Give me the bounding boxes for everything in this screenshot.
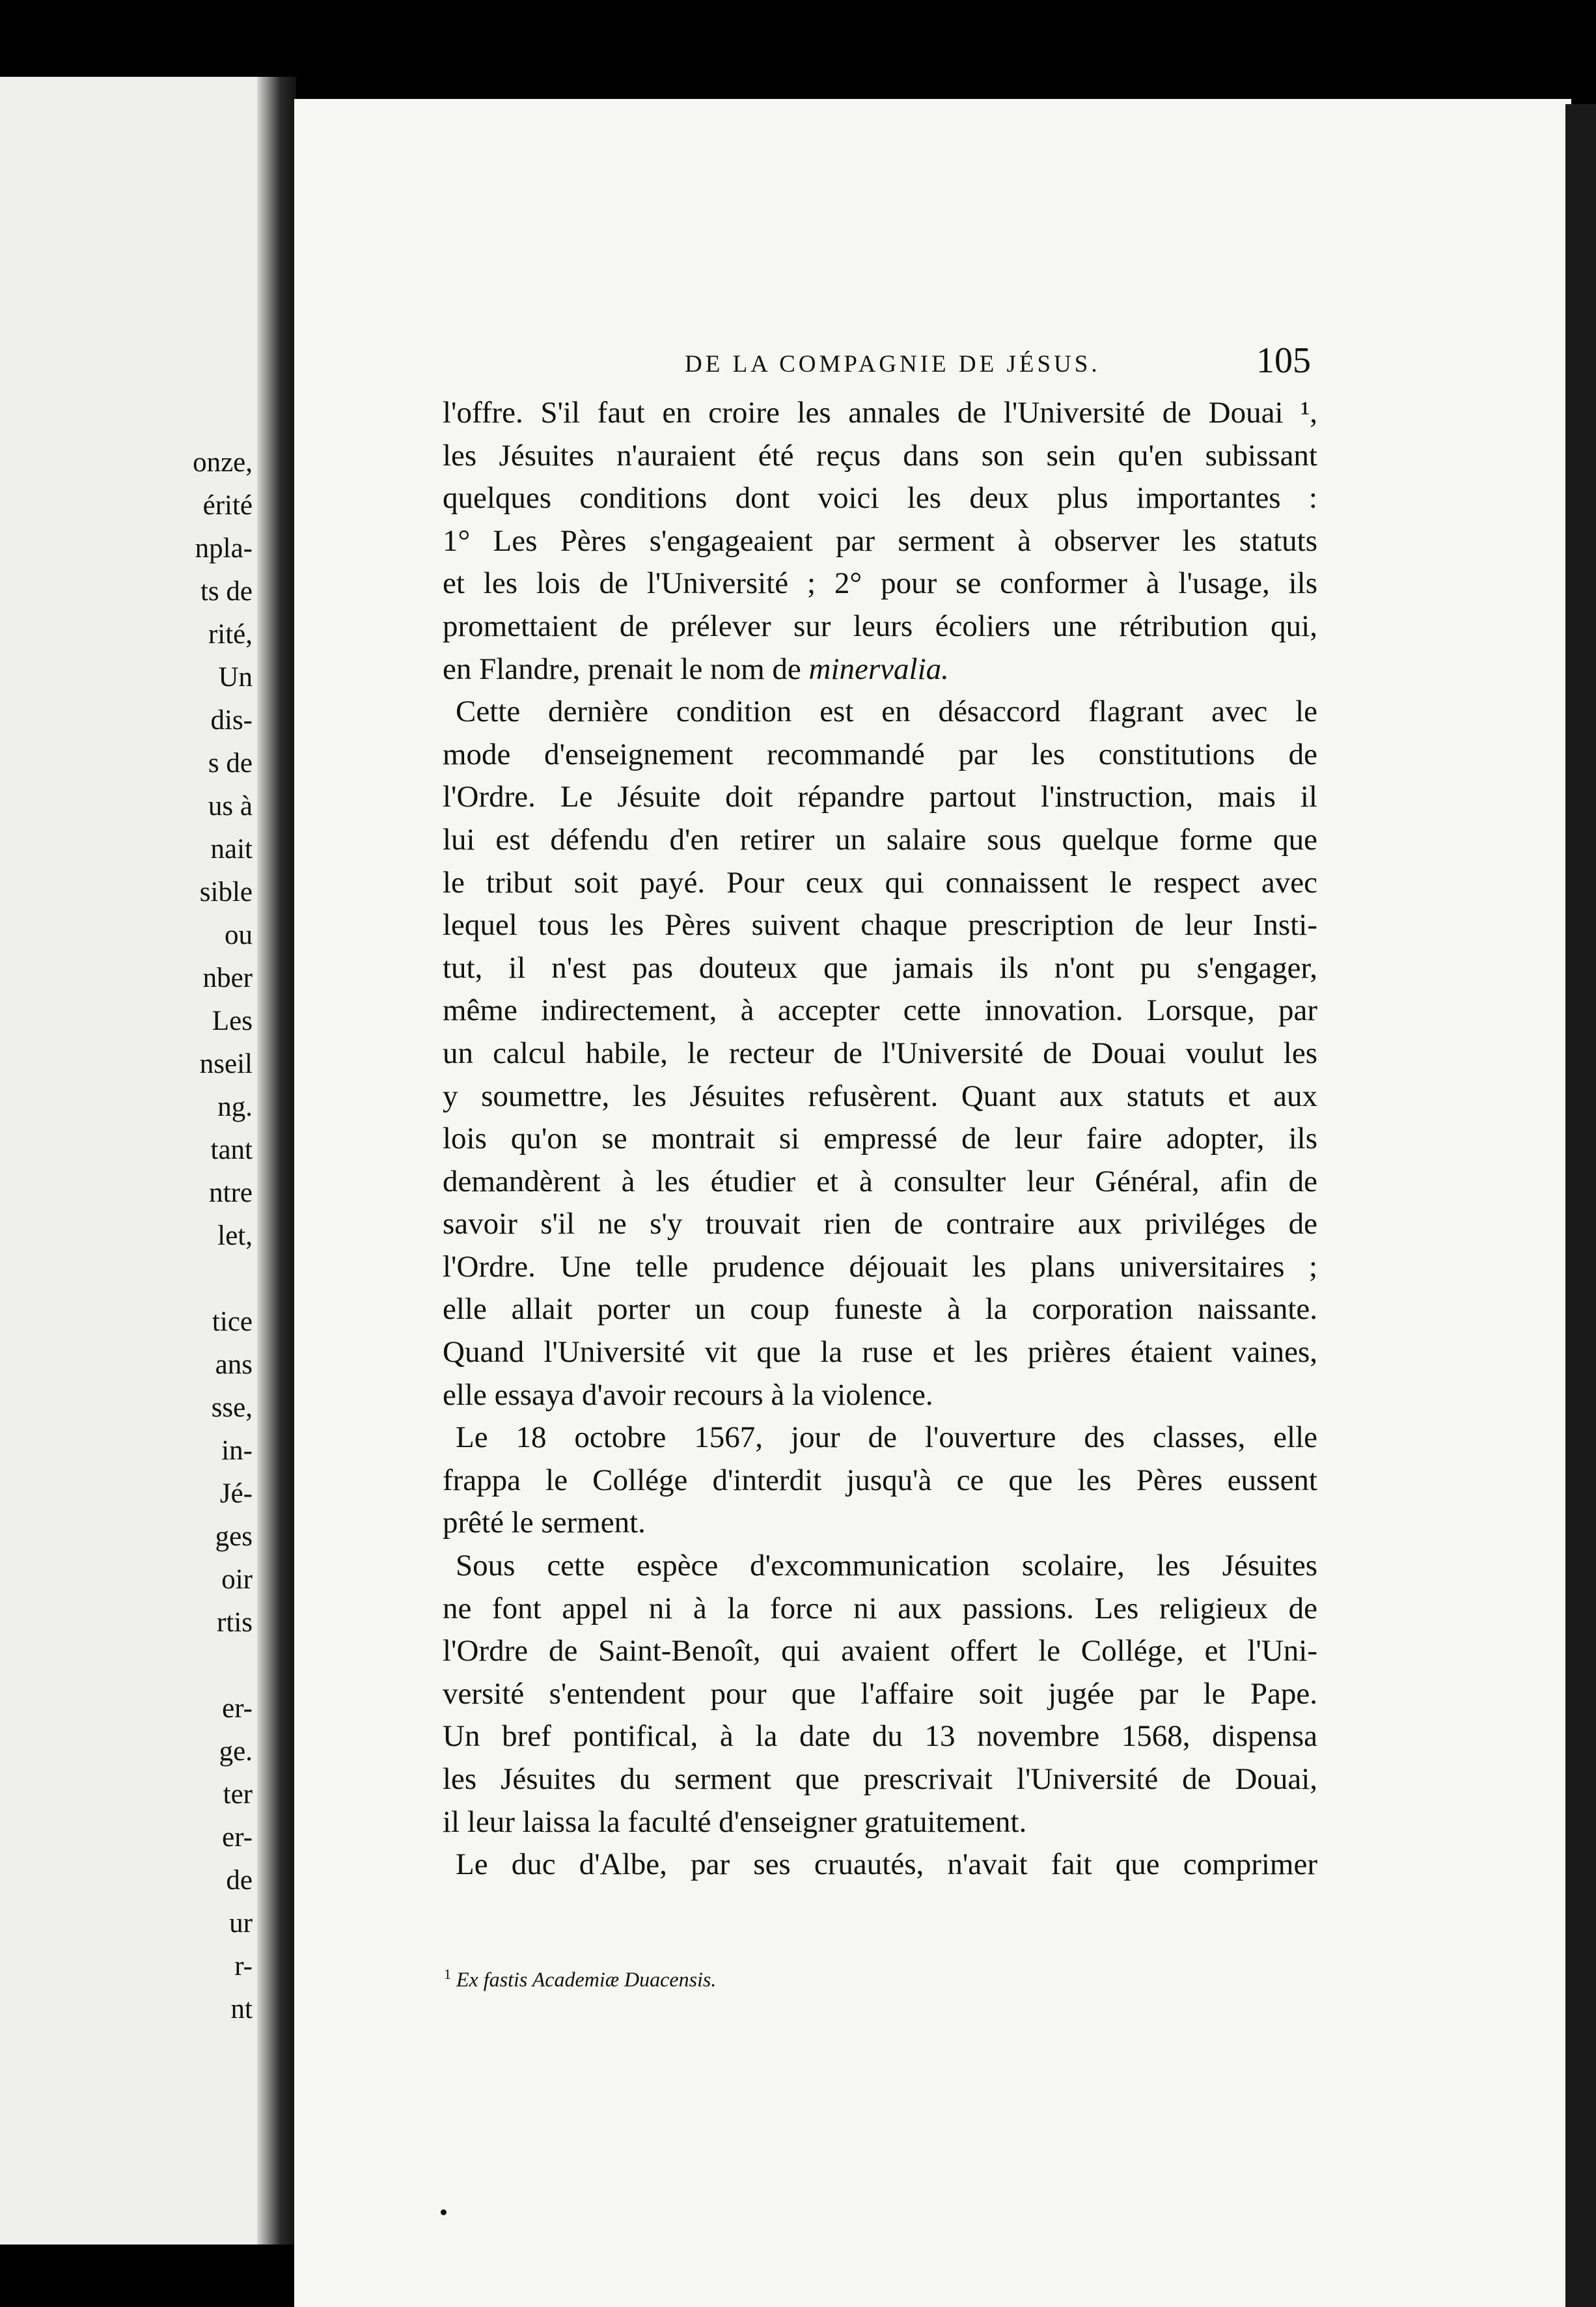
text-line: frappa le Collége d'interdit jusqu'à ce que les Pères eussent <box>443 1463 1317 1497</box>
left-line: nber <box>202 963 253 993</box>
left-line: érité <box>202 490 253 521</box>
left-line: rtis <box>217 1607 253 1638</box>
left-line: Les <box>212 1006 253 1036</box>
footnote-text: Ex fastis Academiæ Duacensis. <box>456 1967 717 1991</box>
left-line: ges <box>215 1521 253 1552</box>
left-line: oir <box>221 1564 253 1595</box>
text-fragment: en Flandre, prenait le nom de <box>443 652 801 686</box>
ink-speck <box>441 2209 447 2215</box>
text-line: elle essaya d'avoir recours à la violence. <box>443 1377 933 1412</box>
left-line: nait <box>210 834 253 864</box>
left-line: r- <box>234 1951 253 1982</box>
left-line <box>0 1644 267 1687</box>
body-text <box>443 392 1317 1886</box>
text-line: l'Ordre. Le Jésuite doit répandre partout l'instruction, mais il <box>443 780 1317 814</box>
footnote <box>444 1966 716 1992</box>
left-line: tant <box>210 1135 253 1165</box>
text-line: y soumettre, les Jésuites refusèrent. Quant aux statuts et aux <box>443 1079 1317 1113</box>
text-line: lois qu'on se montrait si empressé de leur faire adopter, ils <box>443 1122 1317 1156</box>
left-line: us à <box>208 791 253 822</box>
text-line: ne font appel ni à la force ni aux passions. Les religieux de <box>443 1591 1317 1625</box>
left-line: ntre <box>209 1178 253 1208</box>
text-line: le tribut soit payé. Pour ceux qui connaissent le respect avec <box>443 865 1317 900</box>
text-line: il leur laissa la faculté d'enseigner gratuitement. <box>443 1804 1027 1839</box>
left-line: sse, <box>211 1392 253 1423</box>
text-line: et les lois de l'Université ; 2° pour se conformer à l'usage, ils <box>443 566 1317 601</box>
text-line: les Jésuites du serment que prescrivait l'Université de Douai, <box>443 1762 1317 1796</box>
text-line: Cette dernière condition est en désaccord flagrant avec le <box>456 695 1317 729</box>
left-line: dis- <box>210 705 253 736</box>
text-line: les Jésuites n'auraient été reçus dans son sein qu'en subissant <box>443 438 1317 473</box>
left-line: rité, <box>208 619 253 650</box>
left-line: onze, <box>193 447 253 478</box>
text-line: Sous cette espèce d'excommunication scolaire, les Jésuites <box>456 1549 1317 1583</box>
left-page-fragment <box>0 77 267 2245</box>
left-line: ter <box>223 1779 253 1810</box>
text-line: Le 18 octobre 1567, jour de l'ouverture des classes, elle <box>456 1420 1317 1455</box>
text-line: tut, il n'est pas douteux que jamais ils n'ont pu s'engager, <box>443 950 1317 985</box>
text-line: mode d'enseignement recommandé par les constitutions de <box>443 737 1317 771</box>
text-line: Le duc d'Albe, par ses cruautés, n'avait fait que comprimer <box>456 1847 1317 1882</box>
left-line: nseil <box>199 1049 253 1079</box>
left-line: tice <box>212 1306 253 1337</box>
text-line: demandèrent à les étudier et à consulter leur Général, afin de <box>443 1164 1317 1198</box>
left-line: nt <box>230 1994 253 2024</box>
text-line: lequel tous les Pères suivent chaque prescription de leur Insti- <box>443 908 1317 943</box>
footnote-marker: 1 <box>444 1966 451 1982</box>
running-head: DE LA COMPAGNIE DE JÉSUS. <box>685 351 1101 378</box>
page-number: 105 <box>1256 340 1311 381</box>
left-line <box>0 1258 267 1301</box>
text-line: versité s'entendent pour que l'affaire soit jugée par le Pape. <box>443 1676 1317 1711</box>
left-line: ts de <box>200 576 253 607</box>
text-line: l'offre. S'il faut en croire les annales de l'Université de Douai ¹, <box>443 396 1317 430</box>
left-line: sible <box>199 877 253 907</box>
text-line: quelques conditions dont voici les deux plus importantes : <box>443 481 1317 516</box>
text-line: savoir s'il ne s'y trouvait rien de contraire aux priviléges de <box>443 1207 1317 1241</box>
left-line: let, <box>217 1221 253 1251</box>
text-line: elle allait porter un coup funeste à la corporation naissante. <box>443 1292 1317 1327</box>
italic-term: minervalia. <box>808 652 949 686</box>
text-line <box>443 648 1317 691</box>
left-line: s de <box>208 748 253 779</box>
left-line: er- <box>222 1822 253 1853</box>
text-line: lui est défendu d'en retirer un salaire sous quelque forme que <box>443 822 1317 857</box>
text-line: l'Ordre. Une telle prudence déjouait les plans universitaires ; <box>443 1249 1317 1284</box>
left-line: ng. <box>217 1092 253 1122</box>
text-line: Un bref pontifical, à la date du 13 novembre 1568, dispensa <box>443 1719 1317 1754</box>
left-line: ge. <box>219 1736 253 1767</box>
text-line: même indirectement, à accepter cette innovation. Lorsque, par <box>443 993 1317 1028</box>
text-line: prêté le serment. <box>443 1506 646 1540</box>
text-line: 1° Les Pères s'engageaient par serment à observer les statuts <box>443 523 1317 558</box>
left-line: er- <box>222 1693 253 1724</box>
text-line: Quand l'Université vit que la ruse et les prières étaient vaines, <box>443 1335 1317 1370</box>
book-gutter-shadow <box>257 77 296 2245</box>
left-page-text <box>0 441 267 2031</box>
left-line: ou <box>225 920 253 950</box>
left-line: ur <box>229 1908 253 1939</box>
text-line: l'Ordre de Saint-Benoît, qui avaient offert le Collége, et l'Uni- <box>443 1634 1317 1668</box>
page-edge <box>1565 104 1596 2307</box>
left-line: npla- <box>195 533 253 564</box>
text-line: promettaient de prélever sur leurs écoliers une rétribution qui, <box>443 609 1317 643</box>
left-line: in- <box>221 1435 253 1466</box>
left-line: Jé- <box>219 1478 253 1509</box>
left-line: de <box>226 1865 253 1896</box>
text-line: un calcul habile, le recteur de l'Université de Douai voulut les <box>443 1036 1317 1070</box>
left-line: Un <box>218 662 253 693</box>
left-line: ans <box>215 1349 253 1380</box>
